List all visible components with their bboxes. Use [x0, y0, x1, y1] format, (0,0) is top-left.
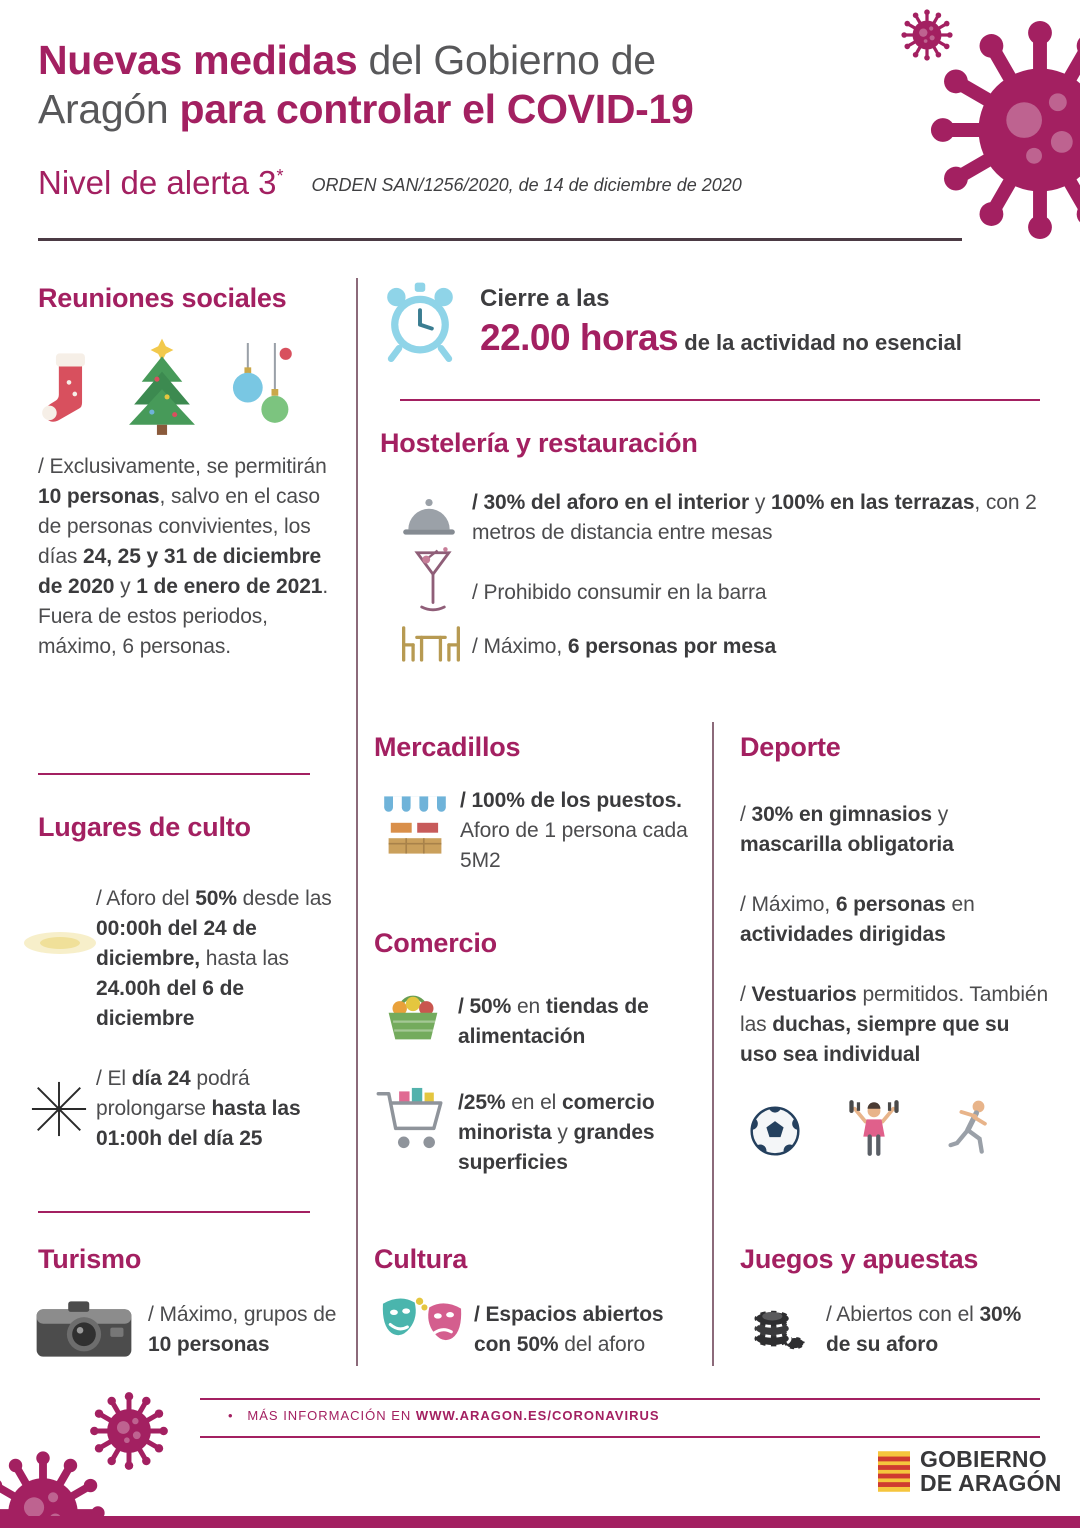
- christmas-tree-icon: [124, 336, 200, 435]
- hosteleria-item-3: / Máximo, 6 personas por mesa: [472, 635, 777, 658]
- logo-line-2: DE ARAGÓN: [920, 1469, 1062, 1496]
- ornaments-icon: [226, 343, 294, 435]
- cocktail-icon: [408, 546, 458, 616]
- column-divider-left: [356, 278, 358, 1366]
- page-title: [38, 36, 888, 134]
- section-title-hosteleria: Hostelería y restauración: [380, 428, 698, 458]
- deporte-item-1: / 30% en gimnasios y mascarilla obligatoria: [740, 803, 954, 857]
- hosteleria-item-1: / 30% del aforo en el interior y 100% en las terrazas, con 2 metros de distancia entre mesas: [472, 491, 1037, 545]
- alert-level-text: Nivel de alerta 3: [38, 164, 277, 202]
- grocery-basket-icon: [382, 986, 444, 1044]
- alert-level: [38, 164, 283, 202]
- closing-tail: de la actividad no esencial: [678, 330, 962, 355]
- christmas-stocking-icon: [40, 353, 98, 435]
- sun-icon: [20, 928, 100, 958]
- title-gray-2: Aragón: [38, 86, 180, 133]
- shopping-cart-icon: [376, 1084, 450, 1152]
- reuniones-body: / Exclusivamente, se permitirán 10 personas, salvo en el caso de personas convivientes, los días 24, 25 y 31 de diciembre de 2020 y 1 de enero de 2021. Fuera de estos periodos, máximo, 6 personas.: [38, 455, 329, 659]
- footer-info: [228, 1408, 660, 1423]
- coronavirus-icon: [925, 15, 1080, 245]
- logo-text: [920, 1448, 1062, 1496]
- comercio-item-2: /25% en el comercio minorista y grandes superficies: [458, 1091, 655, 1175]
- deporte-item-2: / Máximo, 6 personas en actividades dirigidas: [740, 893, 975, 947]
- table-chairs-icon: [398, 620, 464, 666]
- bottom-accent-bar: [0, 1516, 1080, 1528]
- logo-line-1: GOBIERNO: [920, 1446, 1047, 1472]
- turismo-item-1: / Máximo, grupos de 10 personas: [148, 1303, 337, 1357]
- christmas-icons-row: [40, 333, 330, 435]
- mercadillos-item-1: / 100% de los puestos. Aforo de 1 persona cada 5M2: [460, 789, 688, 873]
- culto-item-2: / El día 24 podrá prolongarse hasta las 01:00h del día 25: [96, 1067, 301, 1151]
- section-title-deporte: Deporte: [740, 732, 841, 762]
- section-title-turismo: Turismo: [38, 1244, 142, 1274]
- title-gray-1: del Gobierno de: [357, 37, 656, 83]
- section-title-cultura: Cultura: [374, 1244, 468, 1274]
- divider: [38, 1211, 310, 1213]
- closing-block: [480, 285, 1040, 359]
- culto-item-1: / Aforo del 50% desde las 00:00h del 24 de diciembre, hasta las 24.00h del 6 de diciembre: [96, 887, 332, 1031]
- section-title-mercadillos: Mercadillos: [374, 732, 521, 762]
- alert-row: [38, 164, 888, 202]
- weightlifter-icon: [846, 1098, 902, 1158]
- market-stall-icon: [382, 792, 448, 858]
- juegos-item-1: / Abiertos con el 30% de su aforo: [826, 1303, 1022, 1357]
- divider: [400, 399, 1040, 401]
- alert-asterisk: *: [276, 166, 284, 187]
- camera-icon: [34, 1296, 134, 1362]
- closing-time: 22.00 horas: [480, 317, 679, 358]
- star-icon: [30, 1080, 88, 1138]
- title-accent-1: Nuevas medidas: [38, 37, 358, 83]
- theater-masks-icon: [378, 1294, 466, 1355]
- gobierno-aragon-logo: [878, 1448, 1062, 1496]
- deporte-item-3: / Vestuarios permitidos. También las duchas, siempre que su uso sea individual: [740, 983, 1049, 1067]
- header: [38, 36, 888, 202]
- alarm-clock-icon: [378, 280, 462, 364]
- section-title-culto: Lugares de culto: [38, 812, 251, 842]
- footer-divider-bottom: [200, 1436, 1040, 1438]
- divider: [38, 773, 310, 775]
- cloche-icon: [398, 492, 460, 540]
- footer-bullet: •: [228, 1408, 234, 1423]
- closing-lead: Cierre a las: [480, 285, 610, 312]
- hosteleria-item-2: / Prohibido consumir en la barra: [472, 581, 767, 604]
- footer-info-prefix: MÁS INFORMACIÓN EN: [247, 1408, 416, 1423]
- section-title-reuniones: Reuniones sociales: [38, 283, 287, 313]
- comercio-item-1: / 50% en tiendas de alimentación: [458, 995, 649, 1049]
- soccer-ball-icon: [748, 1104, 802, 1158]
- header-divider: [38, 238, 962, 241]
- aragon-flag-icon: [878, 1451, 910, 1492]
- footer-divider-top: [200, 1398, 1040, 1400]
- footer-info-link[interactable]: WWW.ARAGON.ES/CORONAVIRUS: [415, 1408, 660, 1423]
- column-divider-right: [712, 722, 714, 1366]
- sport-icons-row: [748, 1098, 996, 1158]
- cultura-item-1: / Espacios abiertos con 50% del aforo: [474, 1303, 664, 1357]
- section-title-comercio: Comercio: [374, 928, 497, 958]
- poker-chips-icon: [750, 1294, 808, 1352]
- runner-icon: [946, 1098, 996, 1158]
- title-accent-2: para controlar el COVID-19: [179, 86, 694, 133]
- section-title-juegos: Juegos y apuestas: [740, 1244, 979, 1274]
- order-reference: ORDEN SAN/1256/2020, de 14 de diciembre de 2020: [311, 175, 742, 196]
